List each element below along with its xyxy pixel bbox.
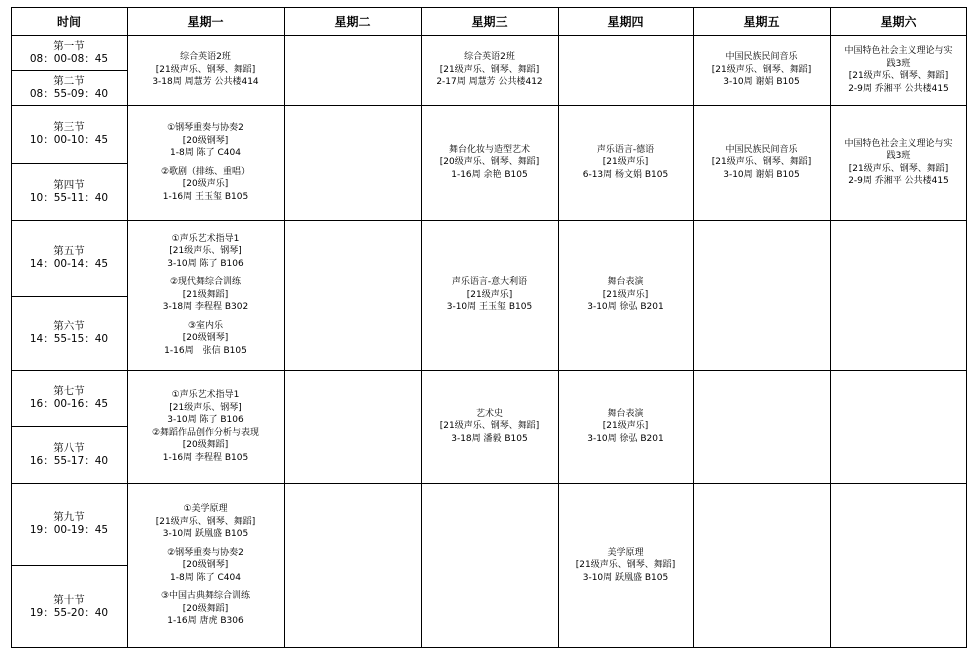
period-5 <box>11 220 127 296</box>
period-time: 10：55-11：40 <box>29 191 109 204</box>
course-line: [21级舞蹈] <box>182 289 229 300</box>
course-cell-wed-block1 <box>421 35 558 105</box>
course-line: [21级声乐] <box>602 157 649 168</box>
period-6 <box>11 296 127 370</box>
course-line: [21级声乐、钢琴、舞蹈] <box>848 71 949 81</box>
course-cell-fri-block1 <box>693 35 830 105</box>
course-cell-mon-block5 <box>127 483 284 648</box>
course-line: 艺术史 <box>475 408 503 419</box>
period-time: 16：55-17：40 <box>29 454 109 467</box>
course-cell-wed-block3 <box>421 220 558 370</box>
course-cell-sat-block1 <box>830 35 967 105</box>
course-line: [20级声乐] <box>182 179 229 189</box>
course-cell-tue-block4 <box>284 370 421 483</box>
course-line: [21级声乐、钢琴、舞蹈] <box>711 64 812 75</box>
course-line: 3-10周 陈了 B106 <box>167 258 244 269</box>
course-cell-mon-block4 <box>127 370 284 483</box>
course-line: ①声乐艺术指导1 <box>171 233 240 244</box>
course-line: 1-16周 李程程 B105 <box>162 452 249 463</box>
period-time: 14：00-14：45 <box>29 258 109 270</box>
course-line: ③中国古典舞综合训练 <box>160 591 251 602</box>
period-name: 第十节 <box>53 593 85 606</box>
course-line: 1-16周 唐虎 B306 <box>167 616 244 627</box>
course-cell-sat-block2 <box>830 105 967 220</box>
course-line: 3-18周 李程程 B302 <box>162 302 249 313</box>
period-time: 08：55-09：40 <box>29 87 109 100</box>
course-line: ②钢琴重奏与协奏2 <box>167 547 244 558</box>
header-time: 时间 <box>56 14 81 29</box>
course-line: [20级舞蹈] <box>182 603 229 614</box>
period-name: 第五节 <box>53 245 85 257</box>
period-1 <box>11 35 127 70</box>
course-line: 1-8周 陈了 C404 <box>170 148 241 158</box>
course-cell-tue-block5 <box>284 483 421 648</box>
course-line: 中国民族民间音乐 <box>725 144 798 155</box>
course-line: 3-10周 跃凰盛 B105 <box>162 529 249 540</box>
course-line: [21级声乐] <box>602 421 649 432</box>
period-time: 16：00-16：45 <box>29 398 109 410</box>
grid-line <box>11 565 127 566</box>
course-cell-thu-block2 <box>558 105 693 220</box>
course-line: ①美学原理 <box>183 504 228 515</box>
course-cell-tue-block2 <box>284 105 421 220</box>
course-line: 综合英语2班 <box>180 52 231 63</box>
course-cell-mon-block1 <box>127 35 284 105</box>
course-line: ③室内乐 <box>187 320 224 331</box>
period-8 <box>11 426 127 483</box>
course-line: 6-13周 杨文娟 B105 <box>582 169 669 180</box>
grid-line <box>11 70 127 71</box>
course-line: 舞台表演 <box>607 277 644 288</box>
course-line: 2-9周 乔湘平 公共楼415 <box>848 83 949 94</box>
period-time: 14：55-15：40 <box>29 333 109 345</box>
course-line: 2-9周 乔湘平 公共楼415 <box>848 176 949 186</box>
course-cell-tue-block1 <box>284 35 421 105</box>
course-line: ②歌剧（排练、重唱） <box>160 166 251 177</box>
grid-line <box>11 370 967 371</box>
course-line: 美学原理 <box>607 547 644 558</box>
course-line: [20级钢琴] <box>182 333 229 344</box>
course-line: 3-18周 周慧芳 公共楼414 <box>152 77 259 88</box>
period-name: 第七节 <box>53 385 85 397</box>
grid-line <box>558 7 559 648</box>
header-thursday: 星期四 <box>607 14 644 29</box>
course-line: 1-16周 张信 B105 <box>164 345 247 356</box>
header-monday: 星期一 <box>187 14 224 29</box>
grid-line <box>11 426 127 427</box>
grid-line <box>11 483 967 484</box>
course-cell-thu-block3 <box>558 220 693 370</box>
period-9 <box>11 483 127 565</box>
period-name: 第一节 <box>53 39 85 52</box>
period-name: 第六节 <box>53 320 85 332</box>
grid-line <box>11 35 967 36</box>
course-cell-thu-block4 <box>558 370 693 483</box>
grid-line <box>11 220 967 221</box>
course-line: ②现代舞综合训练 <box>169 277 242 288</box>
period-time: 10：00-10：45 <box>29 134 109 146</box>
course-line: [20级钢琴] <box>182 135 229 146</box>
course-line: [21级声乐、钢琴、舞蹈] <box>711 157 812 168</box>
course-line: 3-10周 陈了 B106 <box>167 415 244 425</box>
course-line: [20级钢琴] <box>182 560 229 571</box>
course-line: 1-16周 余艳 B105 <box>451 169 528 180</box>
course-line: 3-10周 王玉玺 B105 <box>446 302 533 313</box>
timetable <box>11 7 967 648</box>
grid-line <box>11 296 127 297</box>
period-name: 第九节 <box>53 511 85 523</box>
course-line: 中国特色社会主义理论与实 <box>844 46 953 56</box>
header-tuesday: 星期二 <box>334 14 371 29</box>
grid-line <box>127 7 128 648</box>
period-2 <box>11 70 127 105</box>
grid-line <box>11 7 967 8</box>
course-cell-sat-block3 <box>830 220 967 370</box>
course-line: 声乐语言-意大利语 <box>451 277 528 288</box>
course-line: [21级声乐、钢琴、舞蹈] <box>575 560 676 571</box>
course-line: [20级舞蹈] <box>182 440 229 450</box>
grid-line <box>11 163 127 164</box>
course-cell-mon-block2 <box>127 105 284 220</box>
course-line: [21级声乐、钢琴、舞蹈] <box>155 64 256 75</box>
course-cell-wed-block4 <box>421 370 558 483</box>
course-line: 3-18周 潘毅 B105 <box>451 433 528 444</box>
course-line: 3-10周 谢娟 B105 <box>723 169 800 180</box>
course-line: 中国特色社会主义理论与实 <box>844 138 953 149</box>
grid-line <box>284 7 285 648</box>
course-line: [21级声乐、钢琴、舞蹈] <box>848 163 949 174</box>
grid-line <box>11 105 967 106</box>
course-cell-sat-block5 <box>830 483 967 648</box>
course-cell-thu-block5 <box>558 483 693 648</box>
period-name: 第二节 <box>53 74 85 87</box>
course-cell-wed-block5 <box>421 483 558 648</box>
course-cell-fri-block4 <box>693 370 830 483</box>
header-friday: 星期五 <box>743 14 780 29</box>
period-4 <box>11 163 127 220</box>
course-line: 舞台表演 <box>607 408 644 419</box>
course-cell-fri-block3 <box>693 220 830 370</box>
course-line: 3-10周 跃凰盛 B105 <box>582 572 669 583</box>
course-line: ②舞蹈作品创作分析与表现 <box>151 427 260 438</box>
course-line: ①声乐艺术指导1 <box>171 390 240 400</box>
course-line: 综合英语2班 <box>464 52 515 63</box>
course-line: [21级声乐] <box>602 289 649 300</box>
course-line: 中国民族民间音乐 <box>725 52 798 63</box>
grid-line <box>830 7 831 648</box>
course-line: [21级声乐、钢琴] <box>169 246 242 257</box>
grid-line <box>966 7 967 648</box>
course-cell-sat-block4 <box>830 370 967 483</box>
course-cell-fri-block2 <box>693 105 830 220</box>
course-line: ①钢琴重奏与协奏2 <box>167 123 244 133</box>
header-saturday: 星期六 <box>880 14 917 29</box>
course-line: 3-10周 徐弘 B201 <box>587 433 664 444</box>
course-line: [21级声乐、钢琴、舞蹈] <box>155 516 256 527</box>
course-cell-wed-block2 <box>421 105 558 220</box>
course-line: 1-16周 王玉玺 B105 <box>162 191 249 202</box>
header-wednesday: 星期三 <box>471 14 508 29</box>
course-line: 3-10周 徐弘 B201 <box>587 302 664 313</box>
course-cell-mon-block3 <box>127 220 284 370</box>
period-time: 08：00-08：45 <box>29 52 109 65</box>
grid-line <box>11 647 967 648</box>
course-cell-thu-block1 <box>558 35 693 105</box>
period-10 <box>11 565 127 648</box>
period-name: 第三节 <box>53 121 85 133</box>
course-cell-fri-block5 <box>693 483 830 648</box>
period-name: 第四节 <box>53 178 85 191</box>
course-line: 声乐语言-德语 <box>596 144 655 155</box>
course-cell-tue-block3 <box>284 220 421 370</box>
course-line: 践3班 <box>886 58 911 69</box>
period-time: 19：00-19：45 <box>29 524 109 536</box>
course-line: [21级声乐、钢琴] <box>169 402 242 413</box>
period-7 <box>11 370 127 426</box>
course-line: 3-10周 谢娟 B105 <box>723 77 800 88</box>
course-line: [21级声乐、钢琴、舞蹈] <box>439 64 540 75</box>
course-line: 1-8周 陈了 C404 <box>170 572 241 583</box>
course-line: 践3班 <box>886 151 911 161</box>
course-line: [20级声乐、钢琴、舞蹈] <box>439 157 540 168</box>
period-name: 第八节 <box>53 441 85 454</box>
grid-line <box>421 7 422 648</box>
course-line: 2-17周 周慧芳 公共楼412 <box>436 77 543 88</box>
grid-line <box>11 7 12 648</box>
grid-line <box>693 7 694 648</box>
course-line: [21级声乐] <box>466 289 513 300</box>
course-line: [21级声乐、钢琴、舞蹈] <box>439 421 540 432</box>
period-3 <box>11 105 127 163</box>
course-line: 舞台化妆与造型艺术 <box>448 144 530 155</box>
period-time: 19：55-20：40 <box>29 606 109 619</box>
